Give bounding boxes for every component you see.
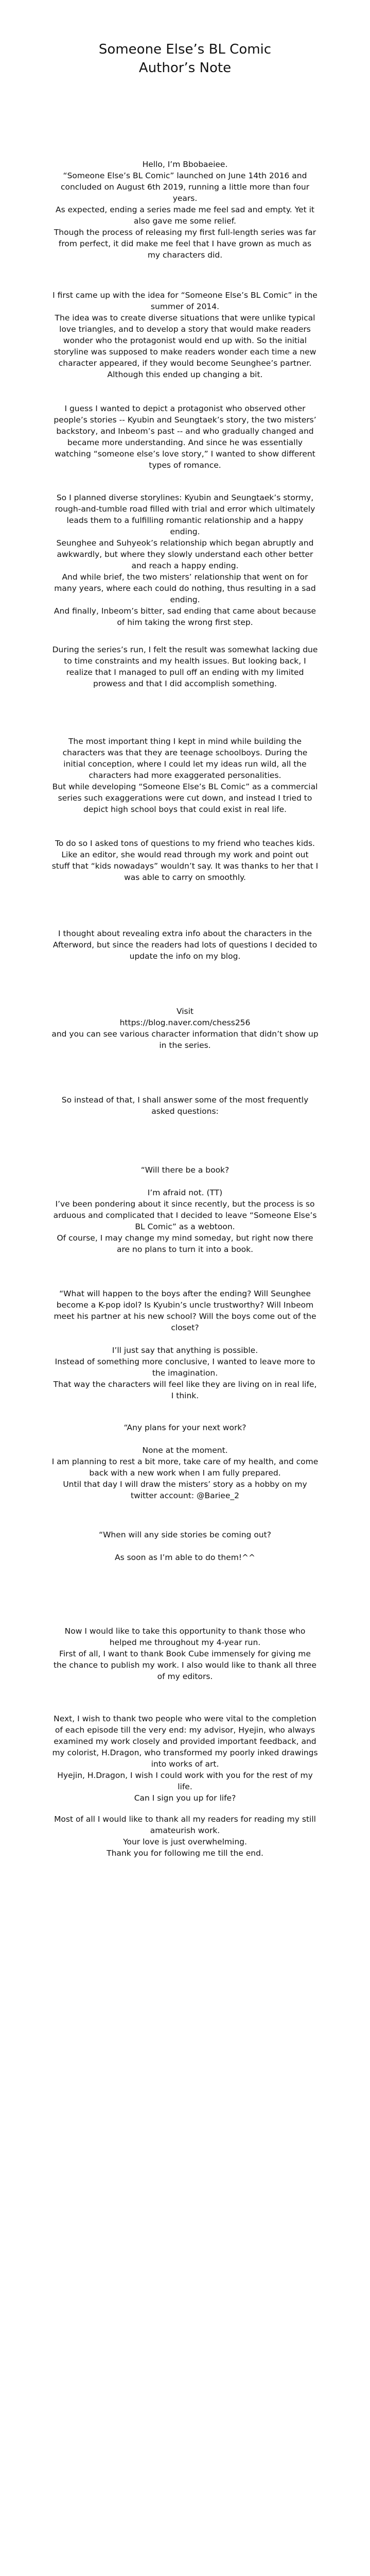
faq-answer: I’ve been pondering about it since recently, but the process is so arduous and complicated that I decided to leave “Someone Else’s BL Comic” as a webtoon. xyxy=(53,1199,317,1231)
visit-label: Visit xyxy=(176,1007,194,1016)
thanks-paragraph: Now I would like to take this opportunity to thank those who helped me throughout my 4-year run. xyxy=(64,1626,306,1647)
stories-paragraph: And while brief, the two misters’ relationship that went on for many years, where each could do nothing, thus resulting in a sad ending. xyxy=(54,572,316,604)
faq-answer: None at the moment. xyxy=(142,1446,228,1455)
thanks-paragraph: Next, I wish to thank two people who were vital to the completion of each episode till the very end: my advisor, Hyejin, who always examined my work closely and provided important feedback, and my colorist, H.Dragon, who transformed my poorly inked drawings into works of art. xyxy=(52,1714,318,1769)
faq-question: “What will happen to the boys after the ending? Will Seunghee become a K-pop idol? Is Kyubin’s uncle trustworthy? Will Inbeom meet his partner at his new school? Will the boys come out of the closet? xyxy=(54,1289,316,1332)
thanks-paragraph: Can I sign you up for life? xyxy=(134,1793,236,1803)
romance-paragraph: I guess I wanted to depict a protagonist who observed other people’s stories -- Kyubin and Seungtaek’s story, the two misters’ backstory, and Inbeom’s past -- and who gradually changed and became more understanding. And since he was essentially watching “someone else’s love story,” I wanted to show different types of romance. xyxy=(54,404,316,470)
intro-paragraph: Though the process of releasing my first full-length series was far from perfect, it did make me feel that I have grown as much as my characters did. xyxy=(54,228,316,260)
title-line-1: Someone Else’s BL Comic xyxy=(98,42,272,57)
intro-paragraph: As expected, ending a series made me feel sad and empty. Yet it also gave me some relief. xyxy=(56,205,314,226)
faq-answer: Until that day I will draw the misters’ story as a hobby on my twitter account: @Bariee_2 xyxy=(63,1480,307,1500)
thanks-paragraph: Your love is just overwhelming. xyxy=(123,1837,247,1846)
friend-section xyxy=(51,838,319,883)
teens-paragraph: The most important thing I kept in mind while building the characters was that they are teenage schoolboys. During the initial conception, where I could let my ideas run wild, all the characters had more exaggerated personalities. xyxy=(62,737,308,780)
stories-paragraph: Seunghee and Suhyeok’s relationship which began abruptly and awkwardly, but where they slowly understand each other better and reach a happy ending. xyxy=(56,538,314,570)
faq-answer: I’ll just say that anything is possible. xyxy=(112,1346,258,1355)
thanks-readers-section xyxy=(51,1814,319,1859)
friend-paragraph: To do so I asked tons of questions to my friend who teaches kids. Like an editor, she would read through my work and point out stuff that “kids nowadays” wouldn’t say. It was thanks to her that I was able to carry on smoothly. xyxy=(51,839,319,882)
thanks-publisher-section xyxy=(51,1625,319,1682)
intro-section xyxy=(51,159,319,261)
thanks-paragraph: Thank you for following me till the end. xyxy=(107,1849,263,1858)
extra-info-section xyxy=(51,928,319,962)
stories-paragraph: And finally, Inbeom’s bitter, sad ending that came about because of him taking the wrong first step. xyxy=(54,606,316,627)
blog-link[interactable]: https://blog.naver.com/chess256 xyxy=(119,1018,251,1027)
faq-intro-paragraph: So instead of that, I shall answer some of the most frequently asked questions: xyxy=(61,1095,309,1116)
extra-info-paragraph: I thought about revealing extra info about the characters in the Afterword, but since the readers had lots of questions I decided to update the info on my blog. xyxy=(52,929,318,961)
page-title xyxy=(0,40,370,77)
title-line-2: Author’s Note xyxy=(138,60,232,76)
faq-question-side-stories xyxy=(51,1529,319,1563)
faq-intro-section xyxy=(51,1094,319,1117)
teens-section xyxy=(51,736,319,815)
faq-answer: As soon as I’m able to do them!^^ xyxy=(115,1553,255,1562)
faq-question-next-work xyxy=(51,1422,319,1501)
faq-question: “Will there be a book? xyxy=(140,1165,230,1175)
faq-question-book xyxy=(51,1164,319,1255)
faq-question: “Any plans for your next work? xyxy=(124,1423,246,1432)
origin-paragraph: The idea was to create diverse situations that were unlike typical love triangles, and to develop a story that would make readers wonder who the protagonist would end up with. So the initial storyline was supposed to make readers wonder each time a new character appeared, if they would become Seunghee’s partner. Although this ended up changing a bit. xyxy=(54,313,316,379)
faq-answer: Of course, I may change my mind someday, but right now there are no plans to turn it into a book. xyxy=(57,1233,313,1254)
thanks-team-section xyxy=(51,1713,319,1804)
faq-answer: That way the characters will feel like they are living on in real life, I think. xyxy=(53,1380,317,1400)
faq-question: “When will any side stories be coming out? xyxy=(99,1530,271,1539)
intro-paragraph: “Someone Else’s BL Comic” launched on June 14th 2016 and concluded on August 6th 2019, running a little more than four years. xyxy=(60,171,310,203)
teens-paragraph: But while developing “Someone Else’s BL Comic” as a commercial series such exaggerations were cut down, and instead I tried to depict high school boys that could exist in real life. xyxy=(52,782,318,814)
intro-paragraph: Hello, I’m Bbobaeiee. xyxy=(142,160,228,169)
thanks-paragraph: Most of all I would like to thank all my readers for reading my still amateurish work. xyxy=(54,1815,316,1835)
origin-section xyxy=(51,290,319,380)
origin-paragraph: I first came up with the idea for “Someone Else’s BL Comic” in the summer of 2014. xyxy=(52,291,318,311)
run-paragraph: During the series’s run, I felt the result was somewhat lacking due to time constraints and my health issues. But looking back, I realize that I managed to pull off an ending with my limited prowess and that I did accomplish something. xyxy=(52,645,318,688)
faq-question-after-ending xyxy=(51,1288,319,1401)
faq-answer: I’m afraid not. (TT) xyxy=(147,1188,223,1197)
run-section xyxy=(51,644,319,689)
visit-paragraph: and you can see various character information that didn’t show up in the series. xyxy=(51,1029,319,1050)
stories-section xyxy=(51,492,319,628)
stories-paragraph: So I planned diverse storylines: Kyubin and Seungtaek’s stormy, rough-and-tumble road filled with trial and error which ultimately leads them to a fulfilling romantic relationship and a happy ending. xyxy=(55,493,315,536)
faq-answer: I am planning to rest a bit more, take care of my health, and come back with a new work when I am fully prepared. xyxy=(51,1457,319,1478)
thanks-paragraph: First of all, I want to thank Book Cube immensely for giving me the chance to publish my work. I also would like to thank all three of my editors. xyxy=(53,1649,316,1681)
thanks-paragraph: Hyejin, H.Dragon, I wish I could work with you for the rest of my life. xyxy=(57,1771,313,1791)
faq-answer: Instead of something more conclusive, I wanted to leave more to the imagination. xyxy=(55,1357,315,1378)
visit-section xyxy=(51,1006,319,1051)
romance-section xyxy=(51,403,319,471)
